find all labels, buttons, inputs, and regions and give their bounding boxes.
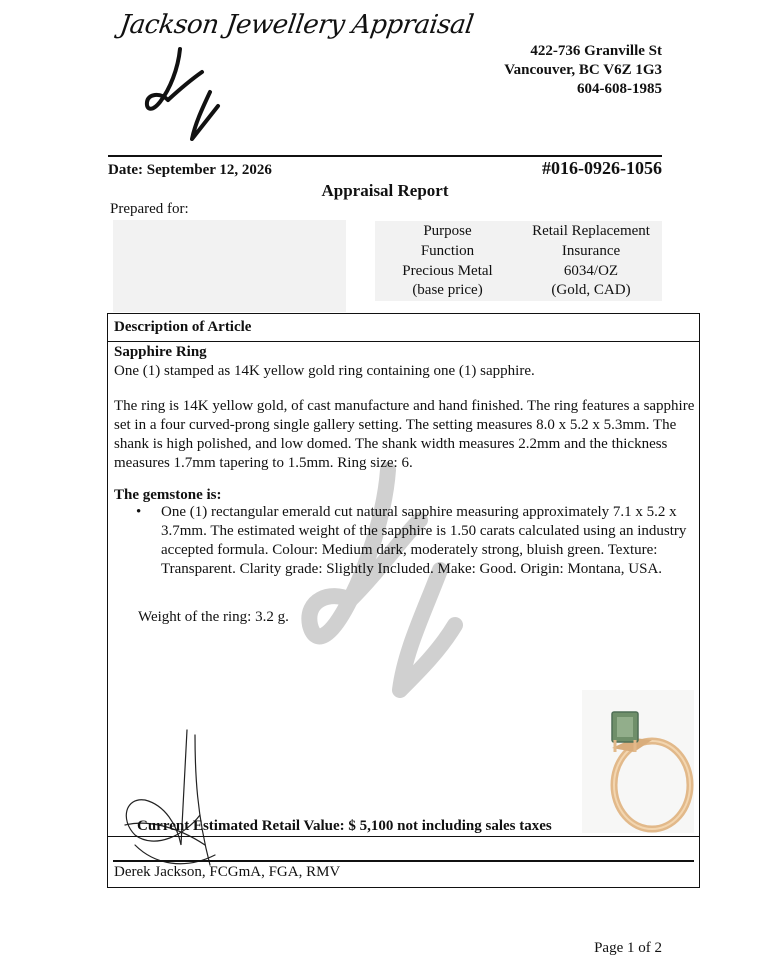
phone-number: 604-608-1985 <box>577 81 662 97</box>
bullet-icon: • <box>136 504 142 520</box>
base-value: (Gold, CAD) <box>551 282 631 299</box>
metal-label: Precious Metal <box>402 262 493 279</box>
description-heading: Description of Article <box>114 319 252 335</box>
base-label: (base price) <box>412 282 483 299</box>
item-details: The ring is 14K yellow gold, of cast manufacture and hand finished. The ring features a sapphire set in a four curved-prong single gallery setting. The setting measures 8.0 x 5.2 x 5.3mm. The shank is high polished, and low domed. The shank width measures 2.2mm and the thickness measures 1.7mm tapering to 1.5mm. Ring size: 6. <box>114 398 695 471</box>
prepared-for-box <box>113 220 346 312</box>
ring-weight: Weight of the ring: 3.2 g. <box>138 609 289 625</box>
page-number: Page 1 of 2 <box>594 940 662 956</box>
purpose-label: Purpose <box>423 223 472 239</box>
metal-value: 6034/OZ <box>563 262 619 279</box>
gemstone-heading: The gemstone is: <box>114 487 222 503</box>
brand-name: Jackson Jewellery Appraisal <box>117 10 476 40</box>
report-title: Appraisal Report <box>321 181 449 200</box>
value-divider <box>107 836 700 837</box>
signature <box>115 725 235 870</box>
purpose-value: Retail Replacement <box>532 223 650 239</box>
gemstone-description: One (1) rectangular emerald cut natural sapphire measuring approximately 7.1 x 5.2 x 3.7mm. The estimated weight of the sapphire is 1.50 carats calculated using an industry accepted formula. Colour: Medium dark, moderately strong, bluish green. Texture: Transparent. Clarity grade: Slightly Included. Make: Good. Origin: Montana, USA. <box>161 504 687 577</box>
function-label: Function <box>420 242 475 259</box>
appraisal-info-box <box>375 221 662 301</box>
address-line-2: Vancouver, BC V6Z 1G3 <box>504 62 662 78</box>
signer-name: Derek Jackson, FCGmA, FGA, RMV <box>114 864 341 880</box>
monogram-logo <box>140 44 230 144</box>
ring-photo <box>582 690 694 833</box>
function-value: Insurance <box>561 242 621 259</box>
business-address <box>504 42 662 99</box>
item-title: Sapphire Ring <box>114 344 207 360</box>
description-header <box>107 313 700 342</box>
address-line-1: 422-736 Granville St <box>530 43 662 59</box>
item-summary: One (1) stamped as 14K yellow gold ring containing one (1) sapphire. <box>114 363 535 379</box>
prepared-for-label: Prepared for: <box>110 201 189 217</box>
report-date: Date: September 12, 2026 <box>108 162 272 178</box>
report-number: #016-0926-1056 <box>542 158 662 178</box>
signature-line <box>113 860 694 862</box>
estimated-value: Current Estimated Retail Value: $ 5,100 not including sales taxes <box>137 818 552 834</box>
header-divider <box>108 155 662 157</box>
